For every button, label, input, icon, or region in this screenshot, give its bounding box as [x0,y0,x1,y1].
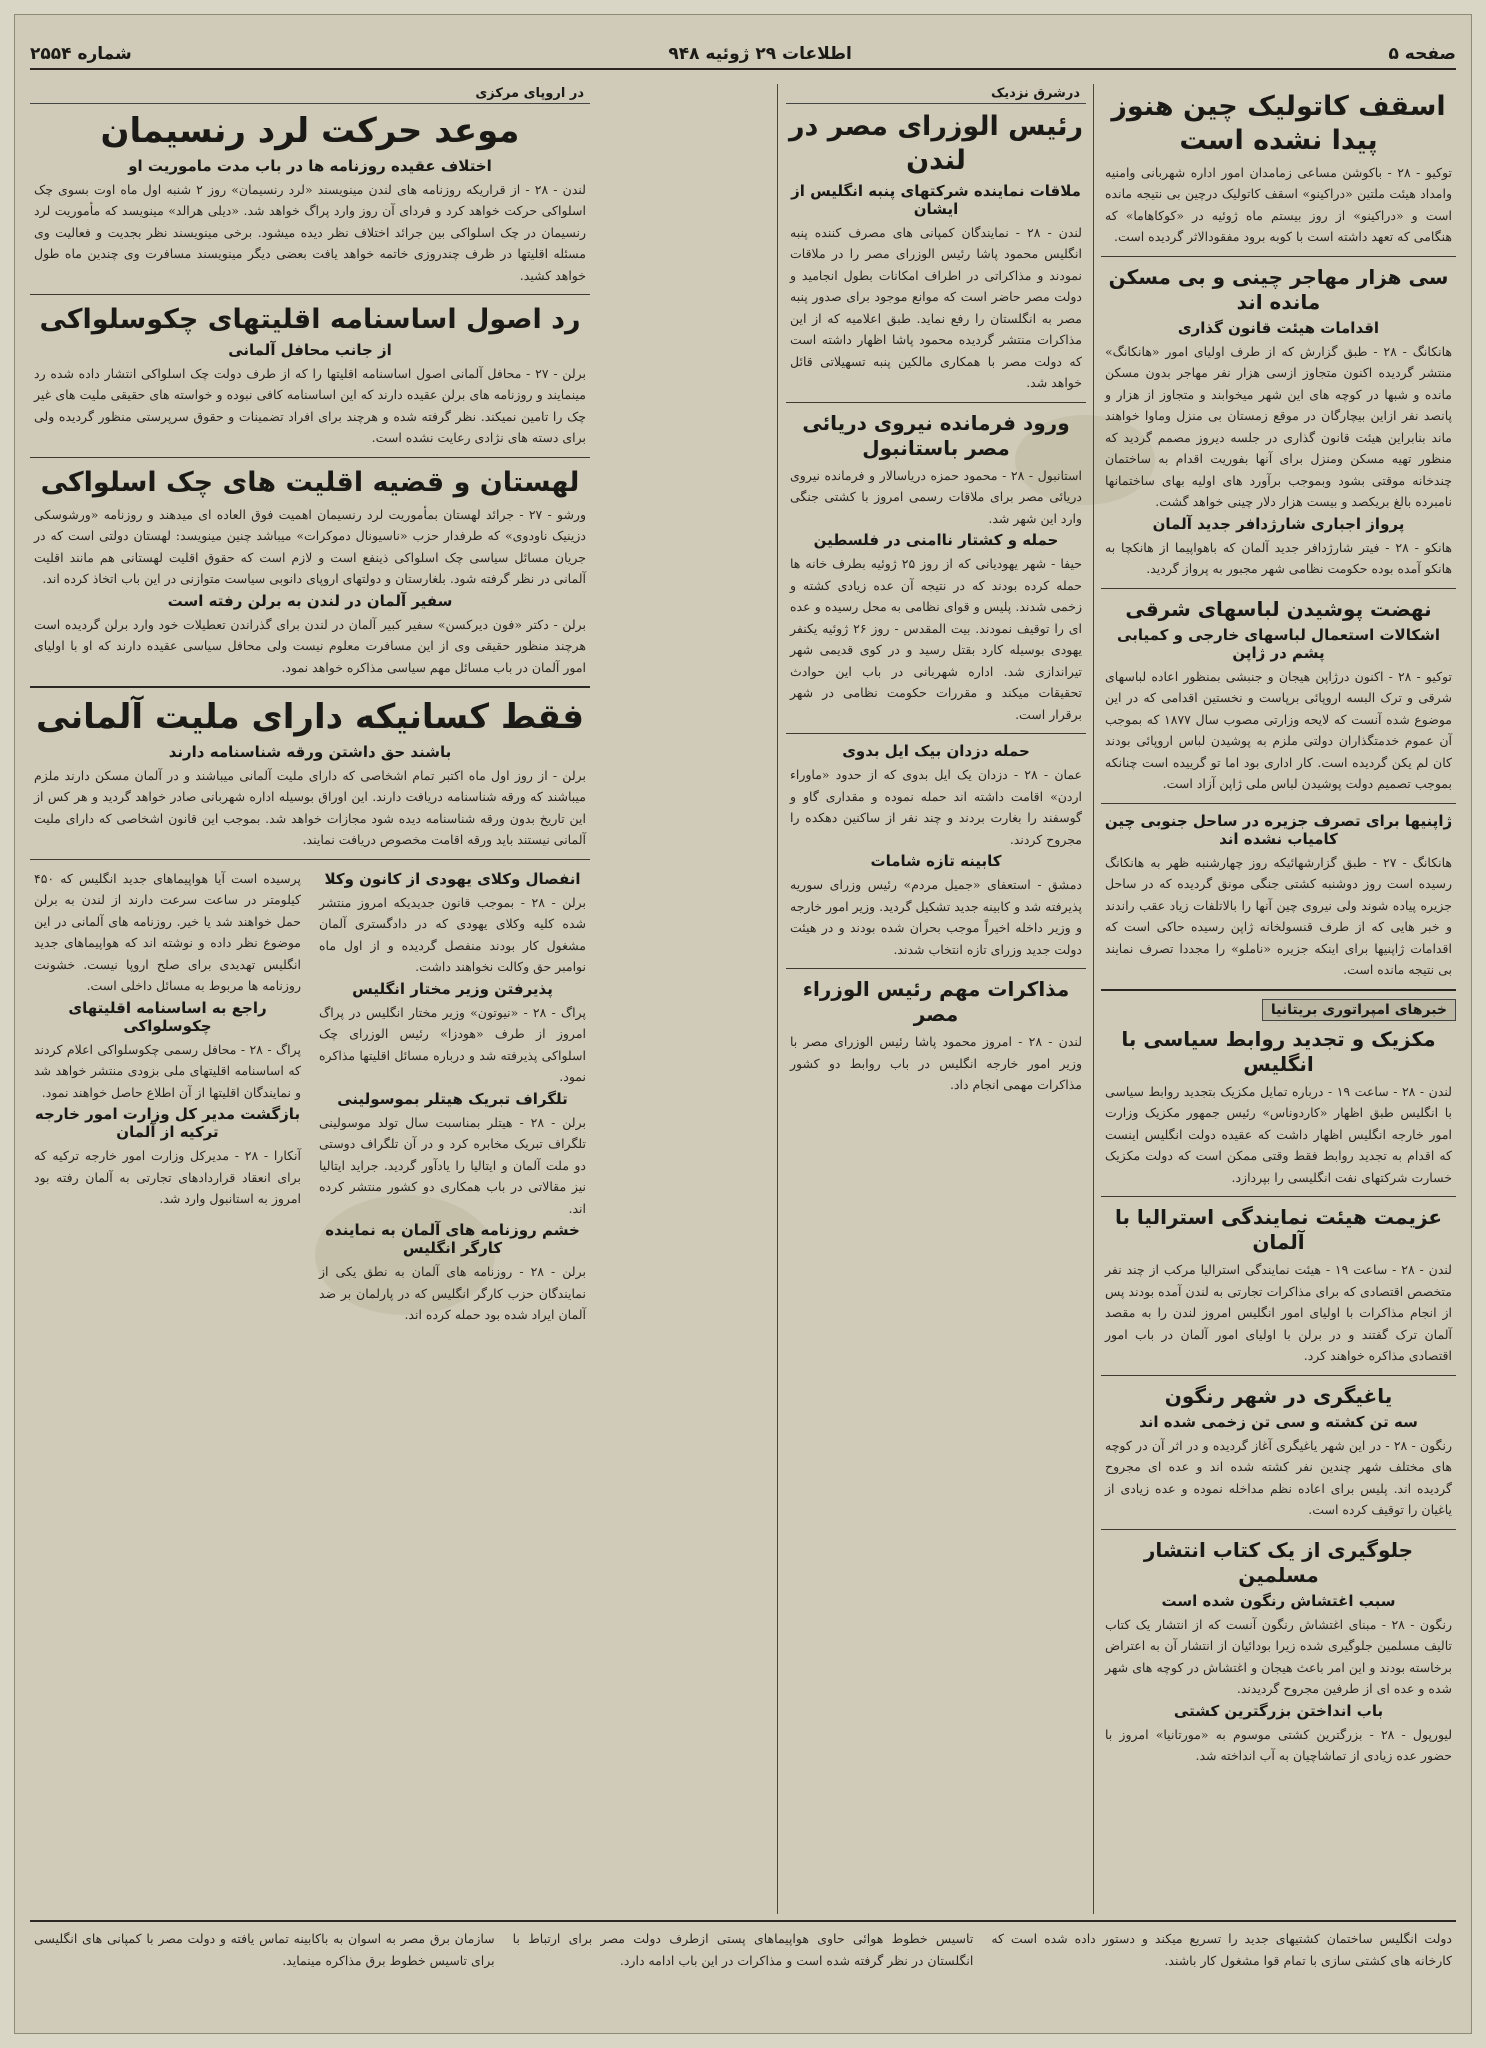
article [786,742,1086,960]
article-body: لندن - ۲۸ - نمایندگان کمپانی های مصرف کننده پنبه انگلیس محمود پاشا رئیس الوزرای مصر را در ملاقات نمودند و مذاکراتی در اطراف امکانات بطول انجامید و دولت مصر حاضر است که موانع موجود برای صدور پنبه مصر به انگلستان را رفع نماید. طبق اعلامیه که از این مذاکرات منتشر گردیده محمود پاشا اظهار داشته است که دولت مصر با همکاری مالکین پنبه تسهیلاتی قائل خواهد شد. [790,224,1082,390]
section-label [786,84,1086,104]
article [786,110,1086,394]
article-body: برلن - ۲۷ - محافل آلمانی اصول اساسنامه اقلیتها را که از طرف دولت چک اسلواکی انتشار داده شده رد مینمایند و روزنامه های برلن عقیده دارند که این اساسنامه کافی نبوده و خواسته های حقیقی ملیت های غیر چک را تامین نمیکند. نظر گرفته شده و هرچند برای افراد تضمینات و حقوق سرپرستی منظور گردیده ولی برای دسته های نژادی رعایت نشده است. [34,365,587,446]
subheadline: اختلاف عقیده روزنامه ها در باب مدت ماموریت او [128,156,492,175]
divider [1101,1196,1456,1197]
article [1101,1205,1456,1367]
article [786,411,1086,726]
article [30,303,590,449]
article-body: لیورپول - ۲۸ - بزرگترین کشتی موسوم به «مورتانیا» امروز با حضور عده زیادی از تماشاچیان به آب انداخته شد. [1105,1726,1453,1763]
article-body: آنکارا - ۲۸ - مدیرکل وزارت امور خارجه ترکیه که برای انعقاد قراردادهای تجارتی به آلمان رفته بود امروز به استانبول وارد شد. [34,1148,301,1206]
bottom-middle-text: تاسیس خطوط هوائی حاوی هواپیماهای پستی ازطرف دولت مصر برای ارتباط با انگلستان در نظر گرفته شده است و مذاکرات در این باب ادامه دارد. [512,1931,974,1968]
two-column-block [30,868,590,1326]
divider [786,733,1086,734]
left-column [30,84,590,2048]
section-box-label: خبرهای امپراتوری بریتانیا [1262,999,1456,1021]
article-body: عمان - ۲۸ - دزدان یک ایل بدوی که از حدود «ماوراء اردن» اقامت داشته اند حمله نموده و مقداری گاو و گوسفند را بغارت بردند و چند نفر از ساکنین دهکده را مجروح کردند. [790,767,1083,847]
subheadline: حمله و کشتار ناامنی در فلسطین [813,531,1059,549]
subheadline: کابینه تازه شامات [870,852,1002,870]
headline: انفصال وکلای یهودی از کانون وکلا [324,869,581,888]
headline: مکزیک و تجدید روابط سیاسی با انگلیس [1121,1026,1436,1076]
column-divider [777,84,778,1914]
divider [1101,588,1456,589]
headline: رد اصول اساسنامه اقلیتهای چکوسلواکی [39,304,581,335]
article-body: هانکانگ - ۲۸ - طبق گزارش که از طرف اولیای امور «هانکانگ» منتشر گردیده اکنون متجاوز ازسی هزار نفر مهاجر بدون مسکن مانده و شبها در کوچه های این شهر میخوابند و متجاوز از هزار و پانصد نفر ازاین بیچارگان در موقع زمستان بی منزل وماوا خواهند ماند بنابراین هیئت قانون گذاری در جلسه دیروز مصمم گردید که منظور تهیه مسکن ومنزل برای آنها بفوریت اقدام به ساختمان چندخانه موقتی بشود وبموجب برآورد های اولیه بهای ساختمانها نامبرده بالغ بریکصد و بیست هزار دلار چینی خواهد گشت. [1105,343,1453,509]
headline: لهستان و قضیه اقلیت های چک اسلواکی [40,466,580,498]
masthead [30,40,1456,70]
divider [1101,1375,1456,1376]
subheadline: سبب اغتشاش رنگون شده است [1161,1591,1396,1610]
subheadline: از جانب محافل آلمانی [228,340,392,359]
headline: ژاپنیها برای تصرف جزیره در ساحل جنوبی چین کامیاب نشده اند [1104,811,1453,848]
article [30,696,590,851]
divider [1101,989,1456,991]
headline: جلوگیری از یک کتاب انتشار مسلمین [1143,1537,1414,1587]
article-body: رنگون - ۲۸ - در این شهر یاغیگری آغاز گردیده و در اثر آن در کوچه های مختلف شهر چندین نفر کشته شده اند و عده ای مجروح گردیده اند. پلیس برای اعاده نظم مداخله نموده و عده زیادی از یاغیان را توقیف کرده است. [1105,1437,1452,1517]
divider [1101,256,1456,257]
article-body: برلن - ۲۸ - هیتلر بمناسبت سال تولد موسولینی تلگراف تبریک مخابره کرد و در آن تلگراف دوستی دو ملت آلمان و ایتالیا را یادآور گردید. جراید ایتالیا نیز مقالاتی در باب همکاری دو کشور منتشر کرده اند. [319,1114,586,1216]
article-body: رنگون - ۲۸ - مبنای اغتشاش رنگون آنست که از انتشار یک کتاب تالیف مسلمین جلوگیری شده زیرا بودائیان از انتشار آن به اعتراض برخاسته بودند و این امر باعث هیجان و اغتشاش در کوچه های شهر شده و عده ای از طرفین مجروح گردیدند. [1105,1616,1452,1696]
article-body: هانکو - ۲۸ - فیتر شارژدافر جدید آلمان که باهواپیما از هانکچا به هانکو آمده بوده حکومت نظامی شهر مجبور به پرواز گردید. [1105,539,1452,576]
headline: فقط کسانیکه دارای ملیت آلمانی [35,697,585,737]
subheadline: پذیرفتن وزیر مختار انگلیس [352,979,553,998]
subheadline: سه تن کشته و سی تن زخمی شده اند [1139,1412,1418,1431]
issue-number: شماره ۲۵۵۴ [30,44,132,64]
subheadline: پرواز اجباری شارژدافر جدید آلمان [1152,514,1405,533]
headline: رئیس الوزرای مصر در لندن [789,111,1083,176]
article [1101,265,1456,580]
article-body: هانکانگ - ۲۷ - طبق گزارشهائیکه روز چهارشنبه ظهر به هانکانگ رسیده است روز دوشنبه کشتی جنگی مونق گردیده که در ساحل جزیره پیاده شوند ولی نیروی چین آنها را بالاتلفات زیاد عقب راندند و خبر هایی که از طرف قنسولخانه ژاپن رسیده حاکی است که اقدامات ژاپنیها برای اینکه جزیره «ناملو» را مجددا تصرف نمایند بی نتیجه مانده است. [1105,854,1452,977]
article-body: برلن - ۲۸ - روزنامه های آلمان به نطق یکی از نمایندگان حزب کارگر انگلیس که در پارلمان بر ضد آلمان ایراد شده بود حمله کرده اند. [319,1264,586,1322]
headline: تلگراف تبریک هیتلر بموسولینی [337,1089,568,1108]
article-body: حیفا - شهر یهودیانی که از روز ۲۵ ژوئیه بطرف خانه ها حمله کرده بودند که در نتیجه آن عده زیادی کشته و زخمی شدند. پلیس و قوای نظامی به محل رسیده و عده ای را توقیف نمودند. بیت المقدس - روز ۲۶ ژوئیه یکنفر یهودی بوسیله کارد بقتل رسید و در کوی قدیمی شهر تیراندازی شد. اداره شهربانی در باب این حوادث تحقیقات میکند و مقررات حکومت نظامی در شهر برقرار است. [790,556,1082,722]
bottom-right-text: دولت انگلیس ساختمان کشتیهای جدید را تسریع میکند و دستور داده شده است که کارخانه های کشتی سازی با تمام قوا مشغول کار باشند. [991,1931,1452,1968]
divider [786,968,1086,969]
article-body: لندن - ۲۸ - ساعت ۱۹ - هیئت نمایندگی استرالیا مرکب از چند نفر متخصص اقتصادی که برای مذاکرات تجارتی به لندن آمده بودند پس از انجام مذاکرات با اولیای امور انگلیس امروز لندن را به مقصد آلمان ترک گفتند و در برلن با اولیای امور آلمان در باب امور اقتصادی مذاکره خواهند کرد. [1105,1262,1452,1363]
middle-column [786,84,1086,2048]
bottom-columns [30,1922,1456,1971]
article [786,977,1086,1096]
divider [1101,1529,1456,1530]
article [30,110,590,286]
headline: مذاکرات مهم رئیس الوزراء مصر [802,977,1070,1026]
article-body: پرسیده است آیا هواپیماهای جدید انگلیس که ۴۵۰ کیلومتر در ساعت سرعت دارند از لندن به برلن حمل خواهند شد یا خیر. روزنامه های آلمانی در این موضوع نظر داده و نوشته اند که هواپیماهای جدید انگلیس تهدیدی برای صلح اروپا نیست. خشونت روزنامه ها مربوط به مسائل داخلی است. [34,870,301,993]
bottom-strip [30,1920,1456,2010]
divider [786,402,1086,403]
headline: سی هزار مهاجر چینی و بی مسکن مانده اند [1108,264,1449,314]
subcolumn [315,868,590,1326]
article-body: لندن - ۲۸ - ساعت ۱۹ - درباره تمایل مکزیک بتجدید روابط سیاسی با انگلیس طبق اظهار «کاردوناس» رئیس جمهور مکزیک وزارت امور خارجه انگلیس اظهار داشت که عقیده دولت انگلیس اینست که اقدام به تجدید روابط فقط وقتی ممکن است که دولت مکزیک خسارت شرکتهای نفت انگلیسی را بپردازد. [1105,1083,1452,1185]
subheadline: باب انداختن بزرگترین کشتی [1173,1701,1384,1720]
article [1101,999,1456,1189]
article [1101,90,1456,248]
article [1101,1384,1456,1521]
headline: حمله دزدان بیک ایل بدوی [842,742,1030,760]
headline: یاغیگری در شهر رنگون [1164,1383,1393,1408]
article-body: برلن - دکتر «فون دیرکسن» سفیر کبیر آلمان در لندن برای گذراندن تعطیلات خود وارد برلن گردیده است هرچند منظور حقیقی وی از این مسافرت معلوم نیست ولی محافل سیاسی عقیده دارند که او با اولیای امور آلمان در باب مسائل مهم سیاسی مذاکره خواهد نمود. [34,616,586,675]
divider [1101,803,1456,804]
bottom-left-text: سازمان برق مصر به اسوان به باکابینه تماس یافته و دولت مصر با کمپانی های انگلیسی برای تاسیس خطوط برق مذاکره مینماید. [33,1931,495,1968]
page-number: صفحه ۵ [1388,44,1456,64]
article-body: لندن - ۲۸ - امروز محمود پاشا رئیس الوزرای مصر با وزیر امور خارجه انگلیس در باب روابط دو کشور مذاکرات مهمی انجام داد. [790,1034,1083,1092]
article-body: پراگ - ۲۸ - محافل رسمی چکوسلواکی اعلام کردند که اساسنامه اقلیتهای ملی بزودی منتشر خواهد شد و نمایندگان اقلیتها از آن اطلاع حاصل خواهند نمود. [34,1041,301,1100]
subheadline: بازگشت مدیر کل وزارت امور خارجه ترکیه از آلمان [34,1105,301,1141]
headline: اسقف کاتولیک چین هنوز پیدا نشده است [1111,91,1446,156]
subheadline: راجع به اساسنامه اقلیتهای چکوسلواکی [68,998,267,1035]
headline: عزیمت هیئت نمایندگی استرالیا با آلمان [1114,1205,1443,1254]
article-body: برلن - از روز اول ماه اکتبر تمام اشخاصی که دارای ملیت آلمانی میباشند و در آلمان مسکن دارند ملزم میباشند که ورقه شناسنامه دریافت دارند. این اوراق بوسیله اداره شهربانی صادر خواهد گردید و هر کس از این تاریخ بدون ورقه شناسنامه دیده شود مجازات خواهد شد. بموجب این قانون اشخاصی که دارای ملیت آلمانی نیستند باید ورقه اقامت مخصوص دریافت نمایند. [34,767,586,847]
divider [30,457,590,458]
article-body: برلن - ۲۸ - بموجب قانون جدیدیکه امروز منتشر شده کلیه وکلای یهودی که در دادگستری آلمان مشغول کار بودند منفصل گردیده و از اول ماه نوامبر حق وکالت نخواهند داشت. [319,894,587,974]
article-body: استانبول - ۲۸ - محمود حمزه دریاسالار و فرمانده نیروی دریائی مصر برای ملاقات رسمی امروز با کشتی جنگی وارد این شهر شد. [790,467,1082,526]
article-body: لندن - ۲۸ - از قراریکه روزنامه های لندن مینویسند «لرد رنسیمان» روز ۲ شنبه اول ماه اوت بسوی چک اسلواکی حرکت خواهد کرد و فردای آن روز وارد پراگ خواهد شد. «دیلی هرالد» مینویسد که مأموریت لرد رنسیمان در چک اسلواکی بین جرائد اختلاف نظر دیده میشود. برخی مینویسند نظر بجدیت و فعالیت وی مسئله اقلیتها در ظرف چندروزی خاتمه خواهد یافت بعضی دیگر مینویسند مسافرت وی چندین ماه طول خواهد کشید. [34,181,586,283]
divider [30,294,590,295]
divider [30,859,590,860]
subcolumn [30,868,305,1326]
article-body: پراگ - ۲۸ - «نیوتون» وزیر مختار انگلیس در پراگ امروز از طرف «هودزا» رئیس الوزرای چک اسلواکی پذیرفته شد و درباره مسائل اقلیتها مذاکره نمود. [319,1004,586,1084]
article-body: ورشو - ۲۷ - جرائد لهستان بمأموریت لرد رنسیمان اهمیت فوق العاده ای میدهند و روزنامه «ورشوسکی دزینیک ناودوی» که طرفدار حزب «ناسیونال دموکرات» میباشد چنین مینویسد: لهستان دولتی است که در جریان مسائل سیاسی چک اسلواکی ذینفع است و لازم است که حقوق اقلیت لهستانی هم مانند اقلیت آلمانی در نظر گرفته شود. بلغارستان و دولتهای اروپای دانوبی سیاست متوازنی در این باب اتخاذ کرده اند. [34,506,586,586]
article [1101,812,1456,981]
subheadline: باشند حق داشتن ورقه شناسنامه دارند [168,742,452,761]
article [30,466,590,678]
right-column [1101,84,1456,2048]
article-body: توکیو - ۲۸ - اکنون درژاپن هیجان و جنبشی بمنظور اعاده لباسهای شرقی و ترک البسه اروپائی برپاست و نخستین اقدامی که در این موضوع شده آنست که لایحه وزارتی مصوب سال ۱۸۷۷ که بموجب آن عموم خدمتگذاران دولتی ملزم به پوشیدن لباس اروپائی بودند کان لم یکن گردیده است. کار اداری بود اما تو گرییده است چنانکه بموجب تصمیم دولت پوشیدن لباس ملی ژاپن آزاد است. [1105,668,1452,791]
subheadline: سفیر آلمان در لندن به برلن رفته است [167,591,453,610]
paper-date: اطلاعات ۲۹ ژوئیه ۹۴۸ [668,44,852,64]
section-label-text: درشرق نزدیک [990,86,1080,101]
section-label-text: در اروپای مرکزی [475,86,584,101]
subheadline: اشکالات استعمال لباسهای خارجی و کمیابی پشم در ژاپن [1117,625,1440,662]
headline: موعد حرکت لرد رنسیمان [100,111,520,151]
section-label [30,84,590,104]
headline: نهضت پوشیدن لباسهای شرقی [1125,596,1432,621]
article-body: توکیو - ۲۸ - باکوشن مساعی زمامدان امور اداره شهربانی وامنیه وامداد هیئت ملتین «دراکینو» اسقف کاتولیک درچین بی نتیجه مانده است و «دراکینو» از روز بیستم ماه ژوئیه در «کوکاهاما» که هنگامی که تعهد داشته است با کوبه برود مفقودالاثر گردیده است. [1105,164,1452,244]
article [1101,1538,1456,1767]
subheadline: ملاقات نماینده شرکتهای پنبه انگلیس از ایشان [791,181,1081,218]
headline: خشم روزنامه های آلمان به نماینده کارگر انگلیس [325,1221,580,1257]
divider [30,686,590,688]
headline: ورود فرمانده نیروی دریائی مصر باستانبول [802,410,1070,460]
column-divider [1093,84,1094,1914]
article-body: دمشق - استعفای «جمیل مردم» رئیس وزرای سوریه پذیرفته شد و کابینه جدید تشکیل گردید. وزیر امور خارجه و وزیر داخله اخیراً موجب بحران شده بودند و در هیئت دولت جدید وزرای تازه انتخاب شدند. [790,877,1082,957]
subheadline: اقدامات هیئت قانون گذاری [1177,318,1380,337]
article [1101,597,1456,795]
